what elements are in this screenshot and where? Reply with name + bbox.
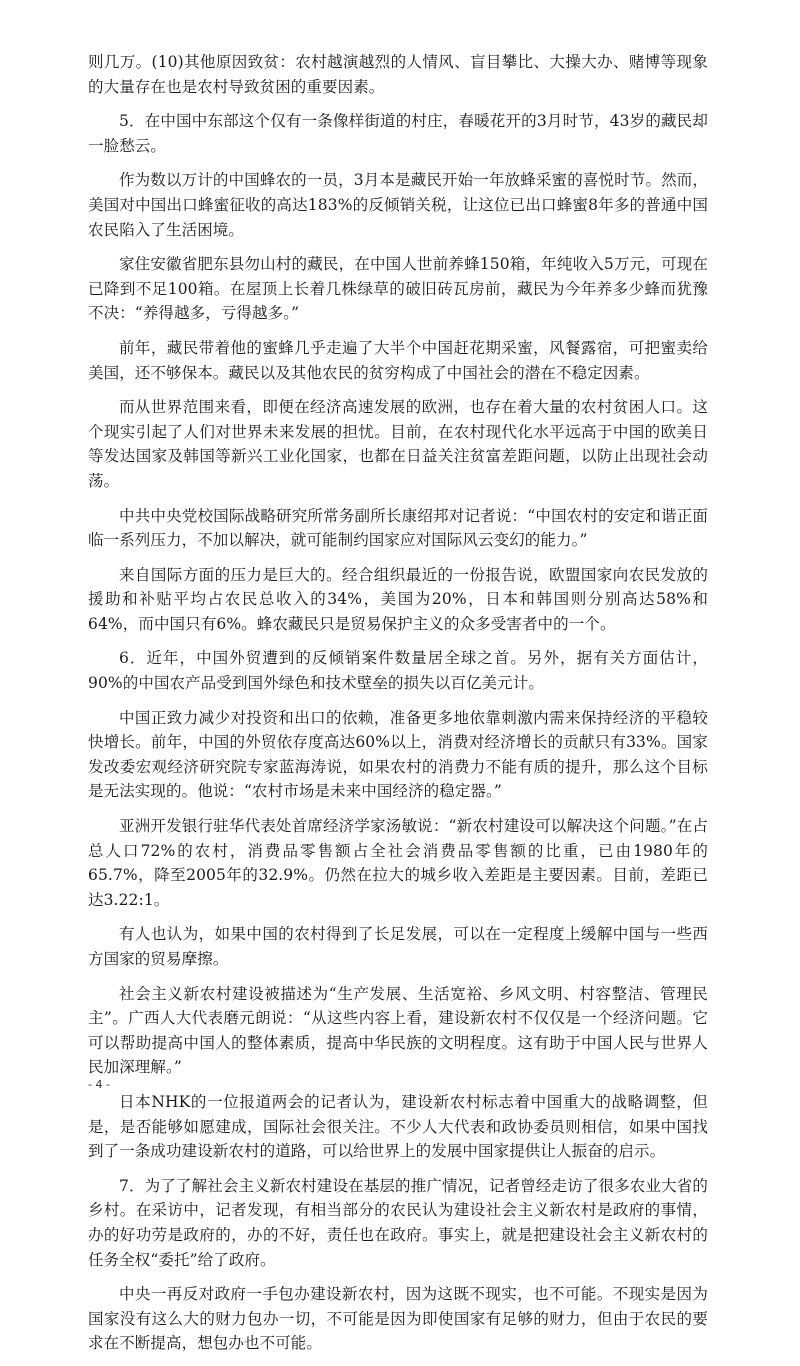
paragraph: 家住安徽省肥东县勿山村的藏民，在中国人世前养蜂150箱，年纯收入5万元，可现在已降到不足100箱。在屋顶上长着几株绿草的破旧砖瓦房前，藏民为今年养多少蜂而犹豫不决：“养得越多，亏得越多。” [88, 255, 708, 323]
paragraph: 社会主义新农村建设被描述为“生产发展、生活宽裕、乡风文明、村容整洁、管理民主”。广西人大代表磨元朗说：“从这些内容上看，建设新农村不仅仅是一个经济问题。它可以帮助提高中国人的整体素质，提高中华民族的文明程度。这有助于中国人民与世界人民加深理解。” [88, 984, 708, 1077]
paragraph: 来自国际方面的压力是巨大的。经合组织最近的一份报告说，欧盟国家向农民发放的援助和补贴平均占农民总收入的34%，美国为20%，日本和韩国则分别高达58%和64%，而中国只有6%。蜂农藏民只是贸易保护主义的众多受害者中的一个。 [88, 565, 708, 633]
paragraph-continuation: 则几万。(10)其他原因致贫：农村越演越烈的人情风、盲目攀比、大操大办、赌博等现象的大量存在也是农村导致贫困的重要因素。 [88, 53, 708, 96]
paragraph: 中央一再反对政府一手包办建设新农村，因为这既不现实，也不可能。不现实是因为国家没有这么大的财力包办一切，不可能是因为即使国家有足够的财力，但由于农民的要求在不断提高，想包办也不可能。 [88, 1285, 708, 1353]
paragraph: 中共中央党校国际战略研究所常务副所长康绍邦对记者说：“中国农村的安定和谐正面临一系列压力，不加以解决，就可能制约国家应对国际风云变幻的能力。” [88, 506, 708, 550]
page-number: - 4 - [88, 1078, 110, 1091]
paragraph: 日本NHK的一位报道两会的记者认为，建设新农村标志着中国重大的战略调整，但是，是否能够如愿建成，国际社会很关注。不少人大代表和政协委员则相信，如果中国找到了一条成功建设新农村的道路，可以给世界上的发展中国家提供让人振奋的启示。 [88, 1092, 708, 1161]
paragraph: 前年，藏民带着他的蜜蜂几乎走遍了大半个中国赶花期采蜜，风餐露宿，可把蜜卖给美国，还不够保本。藏民以及其他农民的贫穷构成了中国社会的潜在不稳定因素。 [88, 338, 708, 382]
paragraph-item-5: 5．在中国中东部这个仅有一条像样街道的村庄，春暖花开的3月时节，43岁的藏民却一脸愁云。 [88, 112, 708, 155]
paragraph: 亚洲开发银行驻华代表处首席经济学家汤敏说：“新农村建设可以解决这个问题。”在占总人口72%的农村，消费品零售额占全社会消费品零售额的比重，已由1980年的65.7%，降至2005年的32.9%。仍然在拉大的城乡收入差距是主要因素。目前，差距已达3.22:1。 [88, 817, 708, 909]
document-body [88, 50, 708, 1366]
paragraph: 有人也认为，如果中国的农村得到了长足发展，可以在一定程度上缓解中国与一些西方国家的贸易摩擦。 [88, 925, 708, 968]
paragraph: 而从世界范围来看，即便在经济高速发展的欧洲，也存在着大量的农村贫困人口。这个现实引起了人们对世界未来发展的担忧。目前，在农村现代化水平远高于中国的欧美日等发达国家及韩国等新兴工业化国家，也都在日益关注贫富差距问题，以防止出现社会动荡。 [88, 398, 708, 490]
paragraph: 作为数以万计的中国蜂农的一员，3月本是藏民开始一年放蜂采蜜的喜悦时节。然而，美国对中国出口蜂蜜征收的高达183%的反倾销关税，让这位已出口蜂蜜8年多的普通中国农民陷入了生活困境。 [88, 171, 708, 239]
paragraph-item-6: 6．近年，中国外贸遭到的反倾销案件数量居全球之首。另外，据有关方面估计，90%的中国农产品受到国外绿色和技术壁垒的损失以百亿美元计。 [88, 649, 708, 693]
paragraph-item-7: 7．为了了解社会主义新农村建设在基层的推广情况，记者曾经走访了很多农业大省的乡村。在采访中，记者发现，有相当部分的农民认为建设社会主义新农村是政府的事情，办的好功劳是政府的，办的不好，责任也在政府。事实上，就是把建设社会主义新农村的任务全权“委托”给了政府。 [88, 1176, 708, 1269]
paragraph: 中国正致力减少对投资和出口的依赖，准备更多地依靠刺激内需来保持经济的平稳较快增长。前年，中国的外贸依存度高达60%以上，消费对经济增长的贡献只有33%。国家发改委宏观经济研究院专家蓝海涛说，如果农村的消费力不能有质的提升，那么这个目标是无法实现的。他说：“农村市场是未来中国经济的稳定器。” [88, 708, 708, 801]
